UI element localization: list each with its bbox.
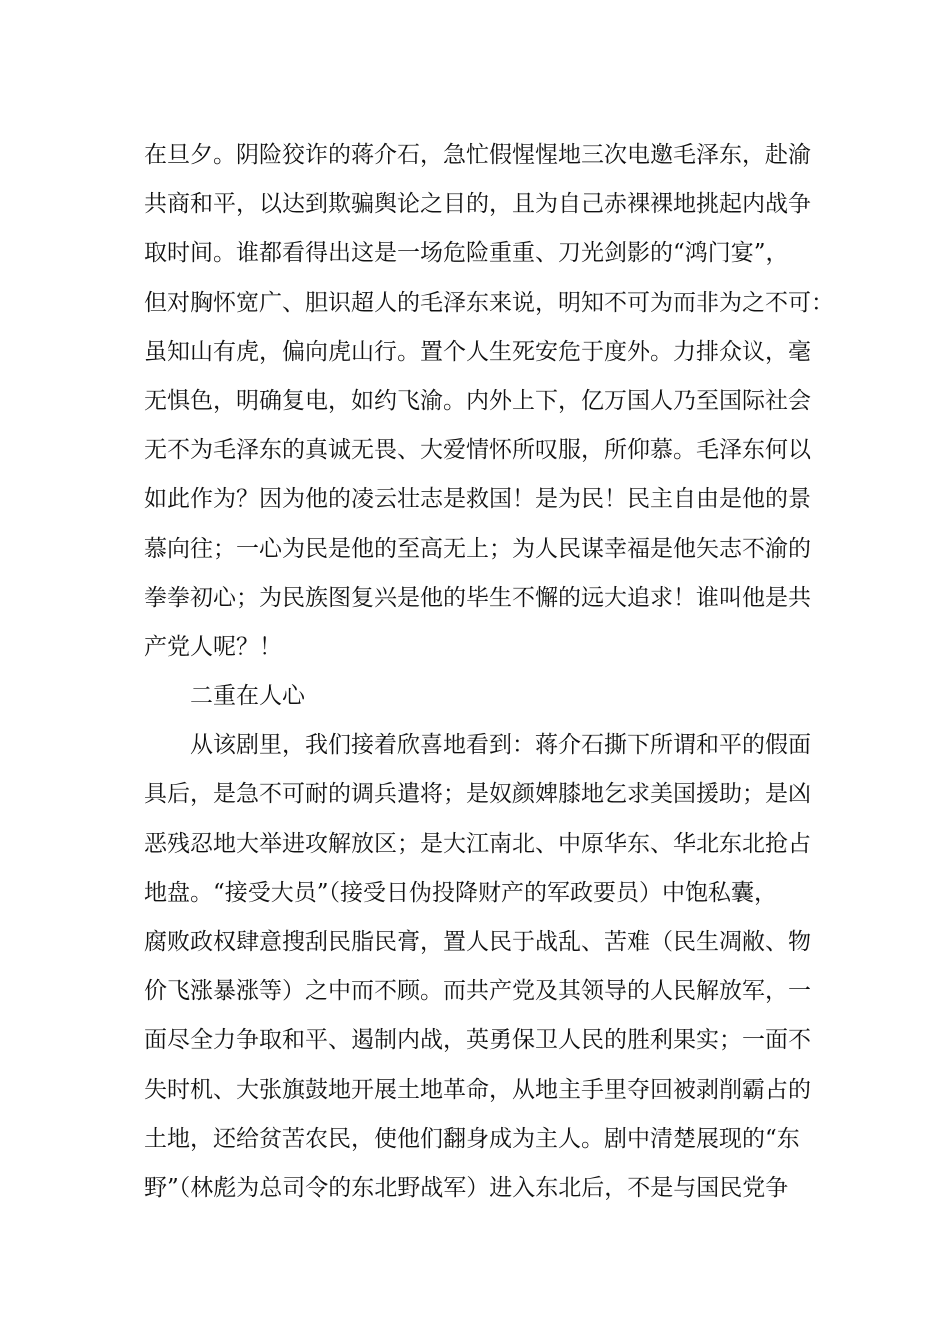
text-line: 虽知山有虎，偏向虎山行。置个人生死安危于度外。力排众议，毫 xyxy=(144,338,811,365)
body-text xyxy=(144,131,834,1213)
text-line: 如此作为？因为他的凌云壮志是救国！是为民！民主自由是他的景 xyxy=(144,486,811,513)
text-line: 取时间。谁都看得出这是一场危险重重、刀光剑影的“鸿门宴”， xyxy=(144,240,789,267)
text-line: 从该剧里，我们接着欣喜地看到：蒋介石撕下所谓和平的假面 xyxy=(190,732,811,759)
text-line: 地盘。“接受大员”（接受日伪投降财产的军政要员）中饱私囊， xyxy=(144,879,778,906)
text-line: 面尽全力争取和平、遏制内战，英勇保卫人民的胜利果实；一面不 xyxy=(144,1027,811,1054)
text-line: 腐败政权肆意搜刮民脂民膏，置人民于战乱、苦难（民生凋敝、物 xyxy=(144,929,811,955)
section-heading: 二重在人心 xyxy=(190,683,305,710)
text-line: 价飞涨暴涨等）之中而不顾。而共产党及其领导的人民解放军，一 xyxy=(144,978,811,1005)
text-line: 无惧色，明确复电，如约飞渝。内外上下，亿万国人乃至国际社会 xyxy=(144,387,811,414)
text-line: 野”（林彪为总司令的东北野战军）进入东北后，不是与国民党争 xyxy=(144,1174,789,1201)
text-line: 土地，还给贫苦农民，使他们翻身成为主人。剧中清楚展现的“东 xyxy=(144,1125,800,1152)
text-line: 但对胸怀宽广、胆识超人的毛泽东来说，明知不可为而非为之不可： xyxy=(144,289,834,316)
text-line: 拳拳初心；为民族图复兴是他的毕生不懈的远大追求！谁叫他是共 xyxy=(144,584,811,611)
text-line: 恶残忍地大举进攻解放区；是大江南北、中原华东、华北东北抢占 xyxy=(144,830,811,857)
text-line: 共商和平，以达到欺骗舆论之目的，且为自己赤裸裸地挑起内战争 xyxy=(144,191,811,218)
text-line: 在旦夕。阴险狡诈的蒋介石，急忙假惺惺地三次电邀毛泽东，赴渝 xyxy=(144,142,811,168)
text-line: 产党人呢？！ xyxy=(144,633,282,660)
text-line: 具后，是急不可耐的调兵遣将；是奴颜婢膝地乞求美国援助；是凶 xyxy=(144,781,811,808)
text-line: 无不为毛泽东的真诚无畏、大爱情怀所叹服，所仰慕。毛泽东何以 xyxy=(144,437,811,464)
text-line: 失时机、大张旗鼓地开展土地革命，从地主手里夺回被剥削霸占的 xyxy=(144,1076,811,1103)
text-line: 慕向往；一心为民是他的至高无上；为人民谋幸福是他矢志不渝的 xyxy=(144,535,811,562)
